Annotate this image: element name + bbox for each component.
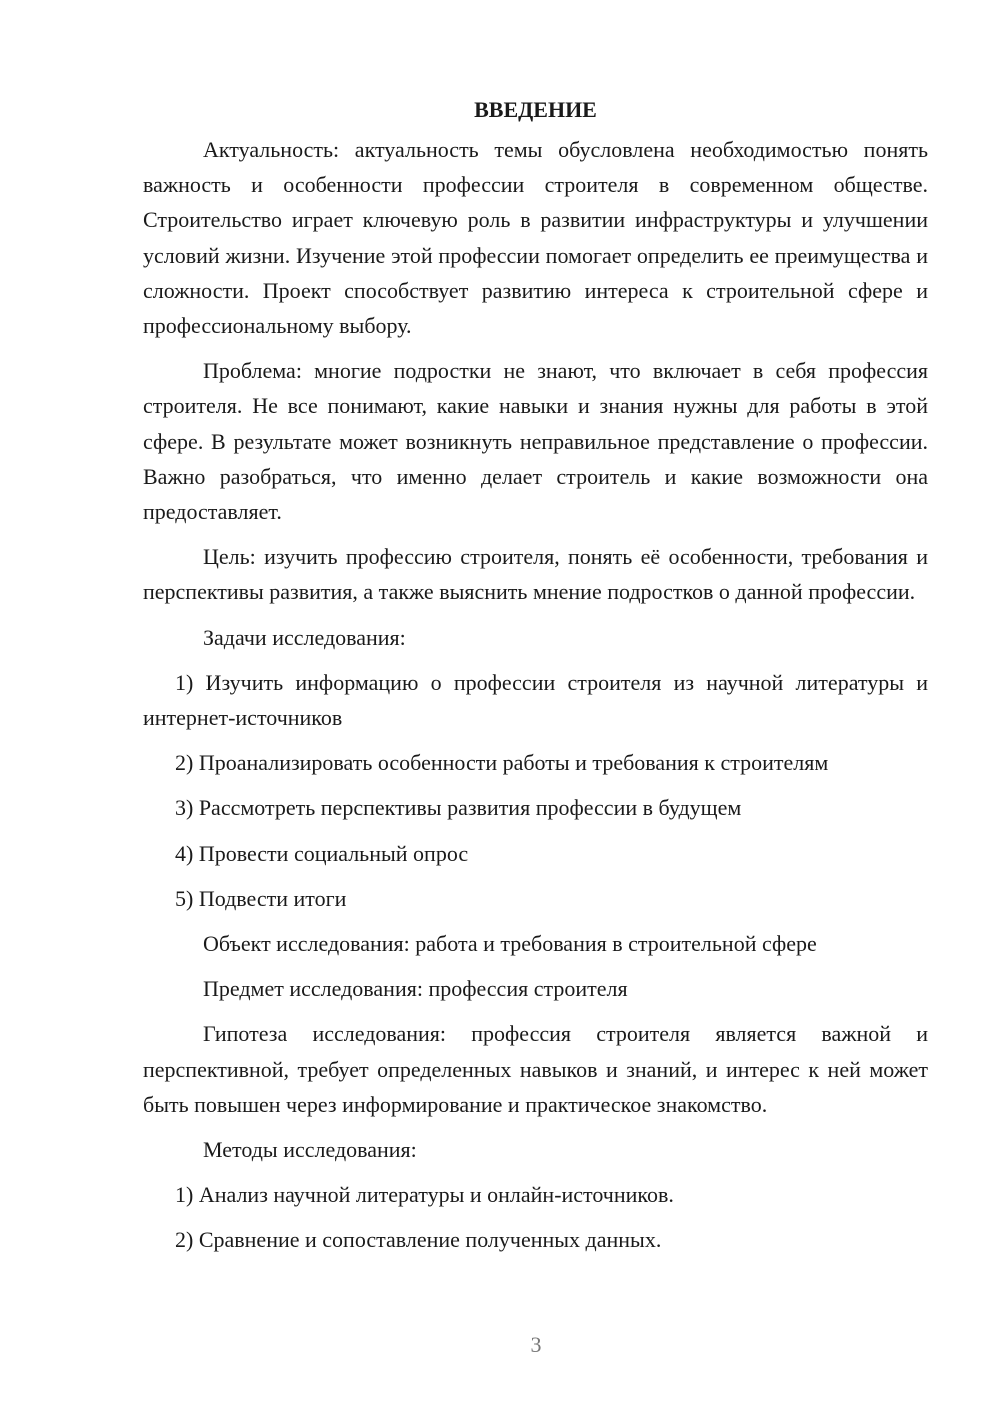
hypothesis-paragraph: Гипотеза исследования: профессия строителя является важной и перспективной, требует определенных навыков и знаний, и интерес к ней может быть повышен через информирование и практическое знакомство. [143,1021,928,1117]
section-title: ВВЕДЕНИЕ [474,97,597,122]
relevance-paragraph: Актуальность: актуальность темы обусловлена необходимостью понять важность и особенности профессии строителя в современном обществе. Строительство играет ключевую роль в развитии инфраструктуры и улучшении условий жизни. Изучение этой профессии помогает определить ее преимущества и сложности. Проект способствует развитию интереса к строительной сфере и профессиональному выбору. [143,137,928,339]
task-item: 4) Провести социальный опрос [175,840,469,866]
problem-paragraph: Проблема: многие подростки не знают, что включает в себя профессия строителя. Не все понимают, какие навыки и знания нужны для работы в этой сфере. В результате может возникнуть неправильное представление о профессии. Важно разобраться, что именно делает строитель и какие возможности она предоставляет. [143,358,928,525]
task-item: 3) Рассмотреть перспективы развития профессии в будущем [175,795,742,821]
research-subject: Предмет исследования: профессия строителя [203,976,628,1002]
goal-paragraph: Цель: изучить профессию строителя, понять её особенности, требования и перспективы развития, а также выяснить мнение подростков о данной профессии. [143,544,928,605]
page-number: 3 [530,1332,542,1357]
methods-heading: Методы исследования: [203,1137,417,1163]
method-item: 1) Анализ научной литературы и онлайн-источников. [175,1182,674,1208]
research-object: Объект исследования: работа и требования в строительной сфере [203,931,817,957]
document-page [143,92,928,1268]
task-item: 2) Проанализировать особенности работы и требования к строителям [175,750,829,776]
tasks-heading: Задачи исследования: [203,624,406,650]
task-item: 1) Изучить информацию о профессии строителя из научной литературы и интернет-источников [143,669,928,731]
task-item: 5) Подвести итоги [175,885,347,911]
method-item: 2) Сравнение и сопоставление полученных данных. [175,1227,662,1253]
